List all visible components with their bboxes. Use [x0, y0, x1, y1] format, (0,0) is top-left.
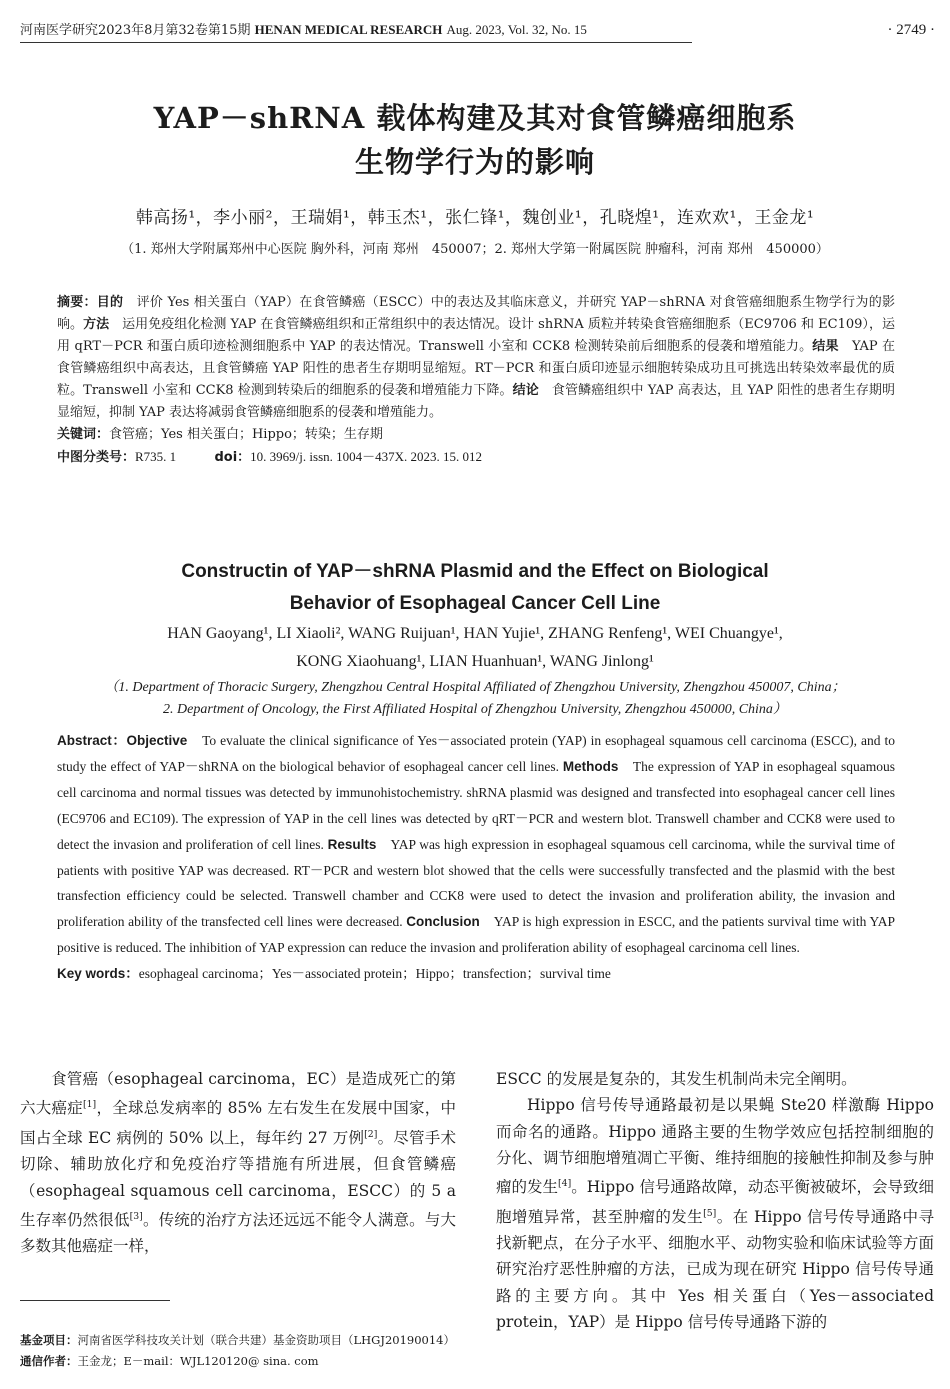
en-keywords-text: esophageal carcinoma；Yes－associated protein；Hippo；transfection；survival time	[138, 966, 611, 982]
doi-value: 10. 3969/j. issn. 1004－437X. 2023. 15. 012	[250, 449, 483, 464]
en-methods-label: Methods	[562, 758, 619, 774]
body-text: 。尽管手术切除、辅助放化疗和免疫治疗等措施有所进展，但食管鳞癌（esophageal squamous cell carcinoma，ESCC）的 5 a 生存率仍然很低	[20, 1128, 456, 1229]
authors-cn: 韩高扬¹，李小丽²，王瑞娟¹，韩玉杰¹，张仁锋¹，魏创业¹，孔晓煌¹，连欢欢¹，王金龙¹	[135, 208, 815, 228]
abstract-en-body	[57, 728, 895, 961]
conclusion-label: 结论	[512, 383, 539, 398]
en-methods-text: The expression of YAP in esophageal squamous cell carcinoma and normal tissues was detected by immunohistochemistry. shRNA plasmid was designed and transfected into esophageal cancer cell lines (EC9706 and EC109). The expression of YAP in the cell lines was detected by qRT－PCR and western blot. Transwell chamber and CCK8 were used to detect the invasion and proliferation of cell lines.	[57, 758, 895, 852]
fund-label: 基金项目：	[20, 1333, 78, 1347]
keywords-en	[57, 961, 895, 987]
body-text: Hippo 信号传导通路最初是以果蝇 Ste20 样激酶 Hippo 而命名的通路。Hippo 通路主要的生物学效应包括控制细胞的分化、调节细胞增殖凋亡平衡、维持细胞的接触性抑制及参与肿瘤的发生	[496, 1096, 934, 1197]
abstract-cn	[57, 292, 895, 469]
issue-en: Aug. 2023, Vol. 32, No. 15	[446, 22, 587, 37]
header-rule	[20, 42, 692, 43]
en-keywords-label: Key words：	[57, 966, 139, 982]
en-objective-label: Objective	[126, 733, 188, 748]
en-title-line-1: Constructin of YAP－shRNA Plasmid and the Effect on Biological	[181, 561, 769, 582]
citation-1[interactable]: [1]	[83, 1099, 97, 1111]
body-column-left	[20, 1066, 456, 1260]
conclusion-text: 食管鳞癌组织中 YAP 高表达，且 YAP 阳性的患者生存期明显缩短，抑制 YAP 表达将减弱食管鳞癌细胞系的侵袭和增殖能力。	[57, 383, 895, 420]
en-authors-line-2: KONG Xiaohuang¹, LIAN Huanhuan¹, WANG Jinlong¹	[296, 653, 654, 670]
keywords-cn	[57, 424, 895, 446]
body-text: 食管癌（esophageal carcinoma，EC）是造成死亡的第六大癌症	[20, 1070, 456, 1118]
results-label: 结果	[812, 339, 839, 354]
citation-2[interactable]: [2]	[364, 1128, 378, 1140]
journal-cn: 河南医学研究2023年8月第32卷第15期	[20, 23, 251, 38]
body-paragraph-continued: ESCC 的发展是复杂的，其发生机制尚未完全阐明。	[496, 1070, 857, 1088]
title-line-1: YAP－shRNA 载体构建及其对食管鳞癌细胞系	[153, 101, 797, 135]
running-header	[20, 19, 935, 41]
correspondence-note	[20, 1351, 456, 1372]
citation-5[interactable]: [5]	[703, 1207, 717, 1219]
title-line-2: 生物学行为的影响	[354, 145, 595, 179]
keywords-label: 关键词：	[57, 427, 110, 442]
funding-note	[20, 1330, 456, 1351]
body-paragraph	[20, 1066, 456, 1260]
citation-4[interactable]: [4]	[558, 1178, 572, 1190]
body-text: ，全球总发病率的 85% 左右发生在发展中国家，中国占全球 EC 病例的 50% 以上，每年约 27 万例	[20, 1099, 456, 1147]
journal-info	[20, 19, 587, 42]
page-number: · 2749 ·	[887, 22, 935, 38]
clc-label: 中图分类号：	[57, 450, 136, 465]
article-title	[0, 96, 950, 184]
en-conclusion-text: YAP is high expression in ESCC, and the patients survival time with YAP positive is reduced. The inhibition of YAP expression can reduce the invasion and proliferation ability of esophageal carcinoma cell lines.	[57, 914, 895, 956]
clc-value: R735. 1	[135, 449, 177, 464]
abstract-label: 摘要：	[57, 295, 97, 310]
methods-text: 运用免疫组化检测 YAP 在食管鳞癌组织和正常组织中的表达情况。设计 shRNA 质粒并转染食管癌细胞系（EC9706 和 EC109），运用 qRT－PCR 和蛋白质印迹检测细胞系中 YAP 的表达情况。Transwell 小室和 CCK8 检测转染前后细胞系的侵袭和增殖能力。	[57, 317, 895, 354]
body-text: 。传统的治疗方法还远远不能令人满意。与大多数其他癌症一样，	[20, 1210, 456, 1256]
footnote-rule	[20, 1300, 170, 1301]
en-affil-line-2: 2. Department of Oncology, the First Affiliated Hospital of Zhengzhou University, Zhengzhou 450000, China）	[163, 702, 787, 717]
affiliation-cn: （1. 郑州大学附属郑州中心医院 胸外科，河南 郑州 450007；2. 郑州大学第一附属医院 肿瘤科，河南 郑州 450000）	[121, 242, 829, 257]
fund-text: 河南省医学科技攻关计划（联合共建）基金资助项目（LHGJ20190014）	[77, 1333, 455, 1347]
methods-label: 方法	[83, 317, 110, 332]
en-results-label: Results	[327, 836, 377, 852]
keywords-text: 食管癌；Yes 相关蛋白；Hippo；转染；生存期	[109, 427, 383, 442]
en-affil-line-1: （1. Department of Thoracic Surgery, Zhengzhou Central Hospital Affiliated of Zhengzhou University, Zhengzhou 450007, China；	[104, 680, 846, 695]
footnote	[20, 1330, 456, 1372]
corresp-label: 通信作者：	[20, 1354, 78, 1368]
en-conclusion-label: Conclusion	[406, 914, 480, 930]
body-text: 。在 Hippo 信号传导通路中寻找新靶点，在分子水平、细胞水平、动物实验和临床试验等方面研究治疗恶性肿瘤的方法，已成为现在研究 Hippo 信号传导通路的主要方向。其中 Yes 相关蛋白（Yes－associated protein，YAP）是 Hippo 信号传导通路下游的	[496, 1207, 934, 1331]
citation-3[interactable]: [3]	[129, 1210, 143, 1222]
abstract-cn-body	[57, 292, 895, 424]
results-text: YAP 在食管鳞癌组织中高表达，且食管鳞癌 YAP 阳性的患者生存期明显缩短。RT－PCR 和蛋白质印迹显示细胞转染成功且可挑选出转染效率最优的质粒。Transwell 小室和 CCK8 检测到转染后的细胞系的侵袭和增殖能力下降。	[57, 339, 895, 398]
journal-en: HENAN MEDICAL RESEARCH	[254, 22, 443, 37]
doi-label: doi：	[214, 450, 251, 465]
objective-text: 评价 Yes 相关蛋白（YAP）在食管鳞癌（ESCC）中的表达及其临床意义，并研究 YAP－shRNA 对食管癌细胞系生物学行为的影响。	[57, 295, 895, 332]
english-title	[0, 556, 950, 620]
en-results-text: YAP was high expression in esophageal squamous cell carcinoma, while the survival time of patients with positive YAP was decreased. RT－PCR and western blot showed that the cells were successfully transfected and the plasmid with the best transfection efficiency could be selected. Transwell chamber and CCK8 were used to detect the invasion and proliferation ability, the invasion and proliferation ability of the transfected cell lines were decreased.	[57, 836, 895, 930]
en-title-line-2: Behavior of Esophageal Cancer Cell Line	[289, 593, 661, 614]
body-text: 。Hippo 信号通路故障，动态平衡被破坏，会导致细胞增殖异常，甚至肿瘤的发生	[496, 1178, 934, 1226]
classification-line	[57, 446, 895, 469]
abstract-en	[57, 728, 895, 987]
english-authors	[0, 620, 950, 676]
corresp-text: 王金龙；E－mail：WJL120120@ sina. com	[77, 1354, 319, 1368]
body-paragraph	[496, 1092, 934, 1335]
body-column-right	[496, 1066, 934, 1335]
objective-label: 目的	[96, 295, 124, 310]
en-authors-line-1: HAN Gaoyang¹, LI Xiaoli², WANG Ruijuan¹, HAN Yujie¹, ZHANG Renfeng¹, WEI Chuangye¹,	[167, 625, 783, 642]
en-abstract-label: Abstract：	[57, 733, 127, 748]
english-affiliation	[0, 677, 950, 721]
en-objective-text: To evaluate the clinical significance of Yes－associated protein (YAP) in esophageal squamous cell carcinoma (ESCC), and to study the effect of YAP－shRNA on the biological behavior of esophageal cancer cell lines.	[57, 733, 895, 774]
